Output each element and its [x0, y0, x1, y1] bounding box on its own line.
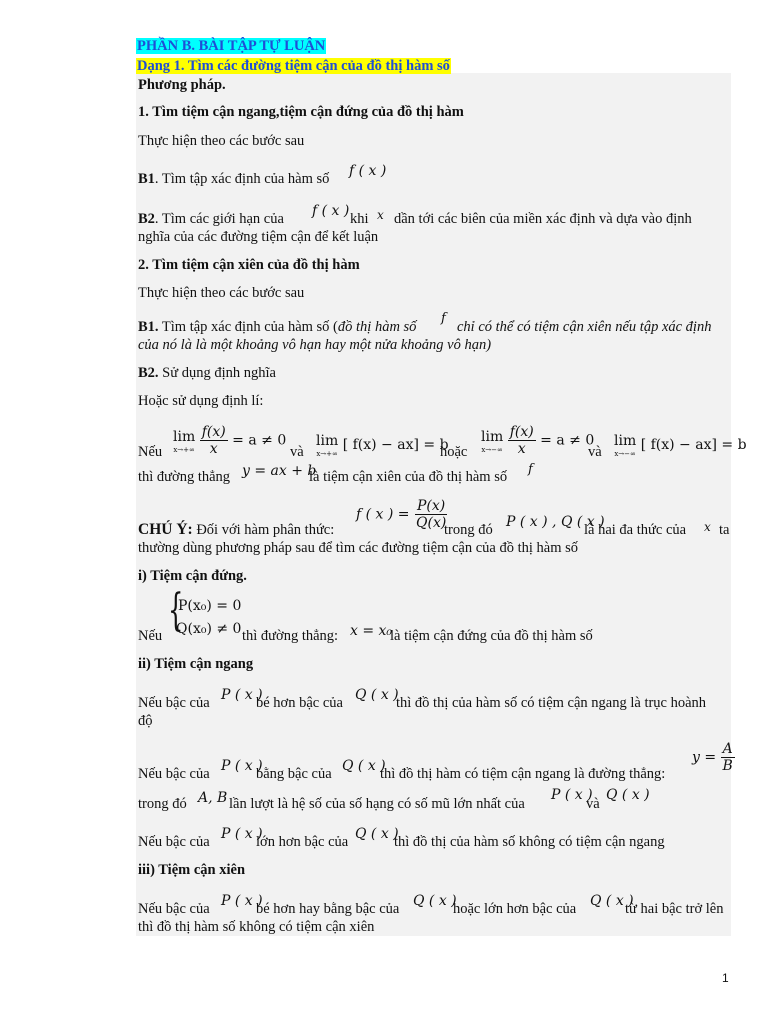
- math-fx: f ( x ): [349, 163, 387, 179]
- math-px: P ( x ): [551, 787, 593, 803]
- ii-d: Nếu bậc của: [138, 834, 210, 850]
- neu-text: Nếu: [138, 628, 163, 644]
- ii-b-3: thì đồ thị hàm có tiệm cận ngang là đường thẳng:: [380, 766, 666, 782]
- ii-a-line2: độ: [138, 713, 153, 729]
- va-text: và: [290, 444, 304, 460]
- math-f: f: [528, 462, 533, 477]
- method-label: Phương pháp.: [138, 77, 226, 93]
- math-fx: f ( x ): [312, 203, 350, 219]
- math-ab: A, B: [198, 790, 228, 806]
- step-b2-oblique: B2. Sử dụng định nghĩa: [138, 365, 276, 381]
- math-px: P ( x ): [221, 687, 263, 703]
- math-x: x: [704, 520, 711, 534]
- limit-formula-3: lim x→−∞ $\frac{f(x)}{x}$ = a ≠ 0: [481, 424, 595, 457]
- brace-icon: {: [168, 585, 184, 636]
- vertical-text-b: là tiệm cận đứng của đồ thị hàm số: [390, 628, 593, 644]
- ii-c-2: lần lượt là hệ số của số hạng có số mũ lớn nhất của: [229, 796, 525, 812]
- math-qx: Q ( x ): [413, 893, 457, 909]
- math-qx: Q ( x ): [355, 687, 399, 703]
- math-qx: Q ( x ): [590, 893, 634, 909]
- iii-2: bé hơn hay bằng bậc của: [256, 901, 400, 917]
- text-khi: khi: [350, 211, 369, 227]
- step-b1: B1. Tìm tập xác định của hàm số: [138, 171, 330, 187]
- limit-formula-4: lim x→−∞ [ f(x) − ax] = b: [614, 433, 747, 458]
- ii-b-2: bằng bậc của: [256, 766, 332, 782]
- math-qx: Q ( x ): [342, 758, 386, 774]
- hoac-text: hoặc: [440, 444, 468, 460]
- math-qx: Q ( x ): [606, 787, 650, 803]
- step-b2: B2. Tìm các giới hạn của: [138, 211, 284, 227]
- iii-line: Nếu bậc của: [138, 901, 210, 917]
- math-f: f: [441, 311, 446, 326]
- math-px: P ( x ): [221, 893, 263, 909]
- va-text: và: [588, 444, 602, 460]
- system-eq-1: P(x₀) = 0: [178, 598, 242, 614]
- math-qx: Q ( x ): [355, 826, 399, 842]
- math-line: y = ax + b: [242, 463, 317, 479]
- note-text-b: trong đó: [444, 522, 493, 538]
- math-x: x: [377, 208, 384, 222]
- b1x-italic: chỉ có thể có tiệm cận xiên nếu tập xác định: [457, 319, 712, 335]
- note-line: CHÚ Ý: Đối với hàm phân thức:: [138, 521, 335, 538]
- note-formula: f ( x ) = $\frac{P(x)}{Q(x)}$: [356, 498, 447, 531]
- heading-1: 1. Tìm tiệm cận ngang,tiệm cận đứng của đồ thị hàm: [138, 104, 464, 120]
- heading-oblique: iii) Tiệm cận xiên: [138, 862, 246, 878]
- steps-intro-1: Thực hiện theo các bước sau: [138, 133, 305, 149]
- heading-vertical: i) Tiệm cận đứng.: [138, 568, 247, 584]
- math-px: P ( x ): [221, 758, 263, 774]
- ii-a-3: thì đồ thị của hàm số có tiệm cận ngang là trục hoành: [396, 695, 707, 711]
- math-px: P ( x ): [221, 826, 263, 842]
- note-text-d: ta: [719, 522, 730, 538]
- subsection-title: Dạng 1. Tìm các đường tiệm cận của đồ thị hàm số: [137, 58, 450, 74]
- note-line2: thường dùng phương pháp sau để tìm các đường tiệm cận của đồ thị hàm số: [138, 540, 579, 556]
- b2-text: dần tới các biên của miền xác định và dựa vào định: [394, 211, 692, 227]
- vertical-text-a: thì đường thẳng:: [242, 628, 339, 644]
- limit-formula-1: lim x→+∞ $\frac{f(x)}{x}$ = a ≠ 0: [173, 424, 287, 457]
- step-b1-oblique: B1. Tìm tập xác định của hàm số (đồ thị hàm số: [138, 319, 417, 335]
- b2-line2: nghĩa của các đường tiệm cận để kết luận: [138, 229, 379, 245]
- ii-a: Nếu bậc của: [138, 695, 210, 711]
- system-eq-2: Q(x₀) ≠ 0: [176, 621, 242, 637]
- then-line: thì đường thẳng: [138, 469, 231, 485]
- ii-b: Nếu bậc của: [138, 766, 210, 782]
- math-pq: P ( x ) , Q ( x ): [506, 514, 605, 530]
- heading-2: 2. Tìm tiệm cận xiên của đồ thị hàm: [138, 257, 360, 273]
- limit-formula-2: lim x→+∞ [ f(x) − ax] = b: [316, 433, 449, 458]
- b1x-line2: của nó là là một khoảng vô hạn hay một nửa khoảng vô hạn): [138, 337, 492, 353]
- math-y-ab: y = $\frac{A}{B}$: [692, 741, 733, 774]
- ii-d-2: lớn hơn bậc của: [256, 834, 349, 850]
- section-title: PHẦN B. BÀI TẬP TỰ LUẬN: [137, 38, 326, 54]
- heading-horizontal: ii) Tiệm cận ngang: [138, 656, 254, 672]
- iii-4: từ hai bậc trở lên: [625, 901, 724, 917]
- note-text-c: là hai đa thức của: [584, 522, 687, 538]
- page-number: 1: [722, 971, 729, 985]
- va-text: và: [586, 796, 600, 812]
- then-line-b: là tiệm cận xiên của đồ thị hàm số: [309, 469, 508, 485]
- ii-d-3: thì đồ thị của hàm số không có tiệm cận ngang: [394, 834, 665, 850]
- neu-text: Nếu: [138, 444, 163, 460]
- math-x-x0: x = x₀: [350, 623, 393, 639]
- ii-a-2: bé hơn bậc của: [256, 695, 343, 711]
- iii-3: hoặc lớn hơn bậc của: [453, 901, 577, 917]
- ii-c: trong đó: [138, 796, 187, 812]
- or-theorem: Hoặc sử dụng định lí:: [138, 393, 264, 409]
- iii-line2: thì đồ thị hàm số không có tiệm cận xiên: [138, 919, 375, 935]
- steps-intro-2: Thực hiện theo các bước sau: [138, 285, 305, 301]
